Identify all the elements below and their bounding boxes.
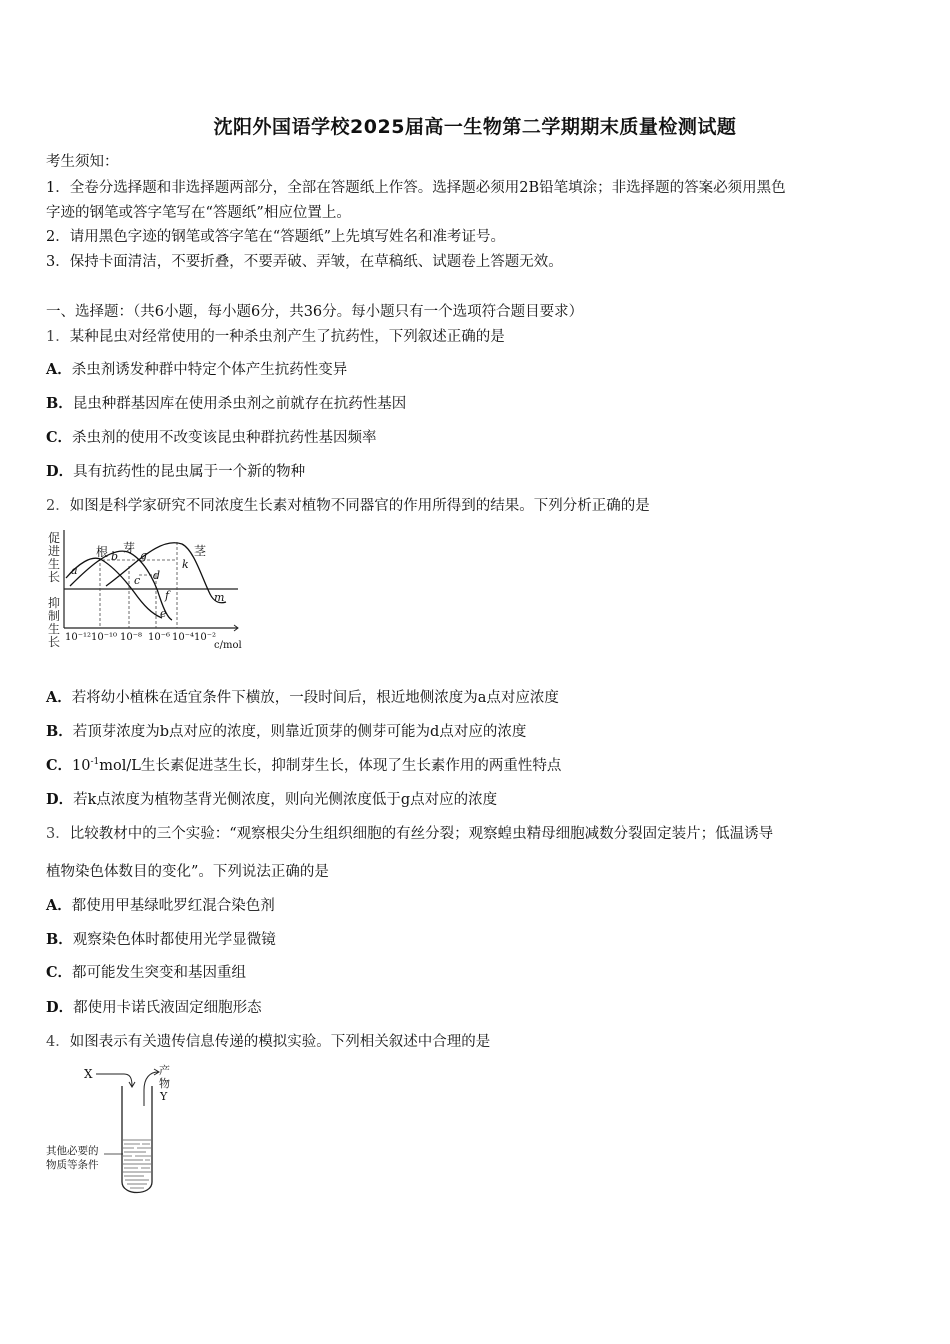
option-text: 杀虫剂的使用不改变该昆虫种群抗药性基因频率: [72, 430, 377, 446]
x-axis-unit: c/mol: [214, 640, 242, 651]
option-label: A．: [46, 361, 72, 378]
option-text: 若顶芽浓度为b点对应的浓度，则靠近顶芽的侧芽可能为d点对应的浓度: [72, 724, 527, 740]
question-number: 4．: [46, 1034, 70, 1050]
option-label: A．: [46, 689, 72, 706]
option-sup: -1: [90, 757, 100, 767]
option-d: [46, 998, 262, 1018]
option-label: D．: [46, 463, 74, 480]
option-label: B．: [46, 723, 73, 740]
option-text: 都可能发生突变和基因重组: [72, 965, 247, 981]
point-label: a: [71, 564, 78, 577]
product-label-char: Y: [160, 1090, 168, 1103]
ylabel-inhibit-char: 长: [48, 635, 61, 649]
option-b: [46, 394, 406, 414]
ylabel-inhibit-char: 制: [48, 609, 61, 623]
input-x-label: X: [84, 1067, 93, 1081]
point-label: e: [160, 607, 167, 620]
tick-label: 10⁻¹²: [65, 632, 92, 643]
option-label: C．: [46, 757, 73, 774]
point-label: k: [182, 558, 189, 571]
question-number: 2．: [46, 498, 70, 514]
option-c: [46, 963, 246, 983]
liquid-lines: [123, 1140, 151, 1188]
product-label-char: 物: [159, 1077, 170, 1090]
ylabel-inhibit-char: 生: [48, 622, 61, 636]
question-number: 3．: [46, 826, 70, 842]
option-a: [46, 360, 347, 380]
option-label: D．: [46, 791, 74, 808]
test-tube-figure: [44, 1062, 194, 1202]
question-stem: 比较教材中的三个实验：“观察根尖分生组织细胞的有丝分裂；观察蝗虫精母细胞减数分裂固定装片；低温诱导: [69, 826, 774, 842]
option-c: [46, 428, 377, 448]
question-stem-continued: 植物染色体数目的变化”。下列说法正确的是: [46, 864, 329, 880]
option-label: A．: [46, 897, 72, 914]
root-curve: [66, 558, 162, 618]
point-label: f: [165, 589, 170, 602]
option-text: mol/L生长素促进茎生长，抑制芽生长，体现了生长素作用的两重性特点: [99, 758, 562, 774]
point-label: c: [134, 574, 141, 587]
question-3: [46, 824, 773, 844]
curve-label-stem: 茎: [194, 544, 207, 558]
question-4: [46, 1032, 490, 1052]
option-c: [46, 756, 561, 776]
option-d: [46, 790, 497, 810]
option-text: 若将幼小植株在适宜条件下横放，一段时间后，根近地侧浓度为a点对应浓度: [71, 690, 559, 706]
ylabel-promote-char: 生: [48, 557, 61, 571]
notice-item: 1．全卷分选择题和非选择题两部分，全部在答题纸上作答。选择题必须用2B铅笔填涂；非选择题的答案必须用黑色: [46, 180, 786, 196]
product-label-char: 产: [159, 1064, 170, 1077]
question-2: [46, 496, 650, 516]
auxin-concentration-figure: [44, 528, 256, 658]
curve-label-bud: 芽: [123, 541, 136, 555]
option-pre: 10: [72, 758, 91, 774]
notice-item: 字迹的钢笔或答字笔写在“答题纸”相应位置上。: [46, 205, 351, 221]
option-label: D．: [46, 999, 74, 1016]
option-text: 杀虫剂诱发种群中特定个体产生抗药性变异: [71, 362, 348, 378]
option-d: [46, 462, 305, 482]
notice-heading: 考生须知：: [46, 154, 119, 170]
tick-label: 10⁻⁸: [120, 632, 143, 643]
test-tube: [122, 1086, 152, 1193]
question-stem: 如图表示有关遗传信息传递的模拟实验。下列相关叙述中合理的是: [69, 1034, 491, 1050]
product-arrow: [144, 1072, 158, 1106]
ylabel-promote-char: 促: [48, 531, 61, 545]
option-a: [46, 896, 275, 916]
option-text: 观察染色体时都使用光学显微镜: [72, 932, 276, 948]
tick-label: 10⁻²: [194, 632, 217, 643]
page-title: 沈阳外国语学校2025届高一生物第二学期期末质量检测试题: [213, 116, 737, 138]
question-stem: 某种昆虫对经常使用的一种杀虫剂产生了抗药性，下列叙述正确的是: [69, 329, 505, 345]
ylabel-inhibit-char: 抑: [48, 596, 61, 610]
side-label-line: 其他必要的: [46, 1145, 99, 1157]
point-label: b: [111, 550, 119, 563]
section-heading: 一、选择题：（共6小题，每小题6分，共36分。每小题只有一个选项符合题目要求）: [46, 304, 584, 320]
point-label: m: [214, 591, 225, 604]
question-number: 1．: [46, 329, 70, 345]
point-label: g: [140, 549, 148, 562]
tick-label: 10⁻¹⁰: [91, 632, 118, 643]
option-text: 若k点浓度为植物茎背光侧浓度，则向光侧浓度低于g点对应的浓度: [73, 792, 498, 808]
option-b: [46, 722, 526, 742]
ylabel-promote-char: 进: [48, 544, 61, 558]
question-stem: 如图是科学家研究不同浓度生长素对植物不同器官的作用所得到的结果。下列分析正确的是: [69, 498, 650, 514]
tick-label: 10⁻⁴: [172, 632, 195, 643]
point-label: d: [153, 569, 161, 582]
ylabel-promote-char: 长: [48, 570, 61, 584]
question-1: [46, 327, 505, 347]
option-b: [46, 930, 276, 950]
curve-label-root: 根: [96, 545, 109, 559]
option-label: C．: [46, 964, 73, 981]
option-text: 昆虫种群基因库在使用杀虫剂之前就存在抗药性基因: [72, 396, 407, 412]
option-a: [46, 688, 559, 708]
tick-label: 10⁻⁶: [148, 632, 171, 643]
option-label: C．: [46, 429, 73, 446]
notice-item: 2．请用黑色字迹的钢笔或答字笔在“答题纸”上先填写姓名和准考证号。: [46, 229, 506, 245]
option-text: 具有抗药性的昆虫属于一个新的物种: [73, 464, 306, 480]
option-label: B．: [46, 395, 73, 412]
notice-item: 3．保持卡面清洁，不要折叠，不要弄破、弄皱，在草稿纸、试题卷上答题无效。: [46, 254, 563, 270]
option-label: B．: [46, 931, 73, 948]
option-text: 都使用甲基绿吡罗红混合染色剂: [71, 898, 275, 914]
option-text: 都使用卡诺氏液固定细胞形态: [73, 1000, 262, 1016]
side-label-line: 物质等条件: [46, 1159, 99, 1171]
